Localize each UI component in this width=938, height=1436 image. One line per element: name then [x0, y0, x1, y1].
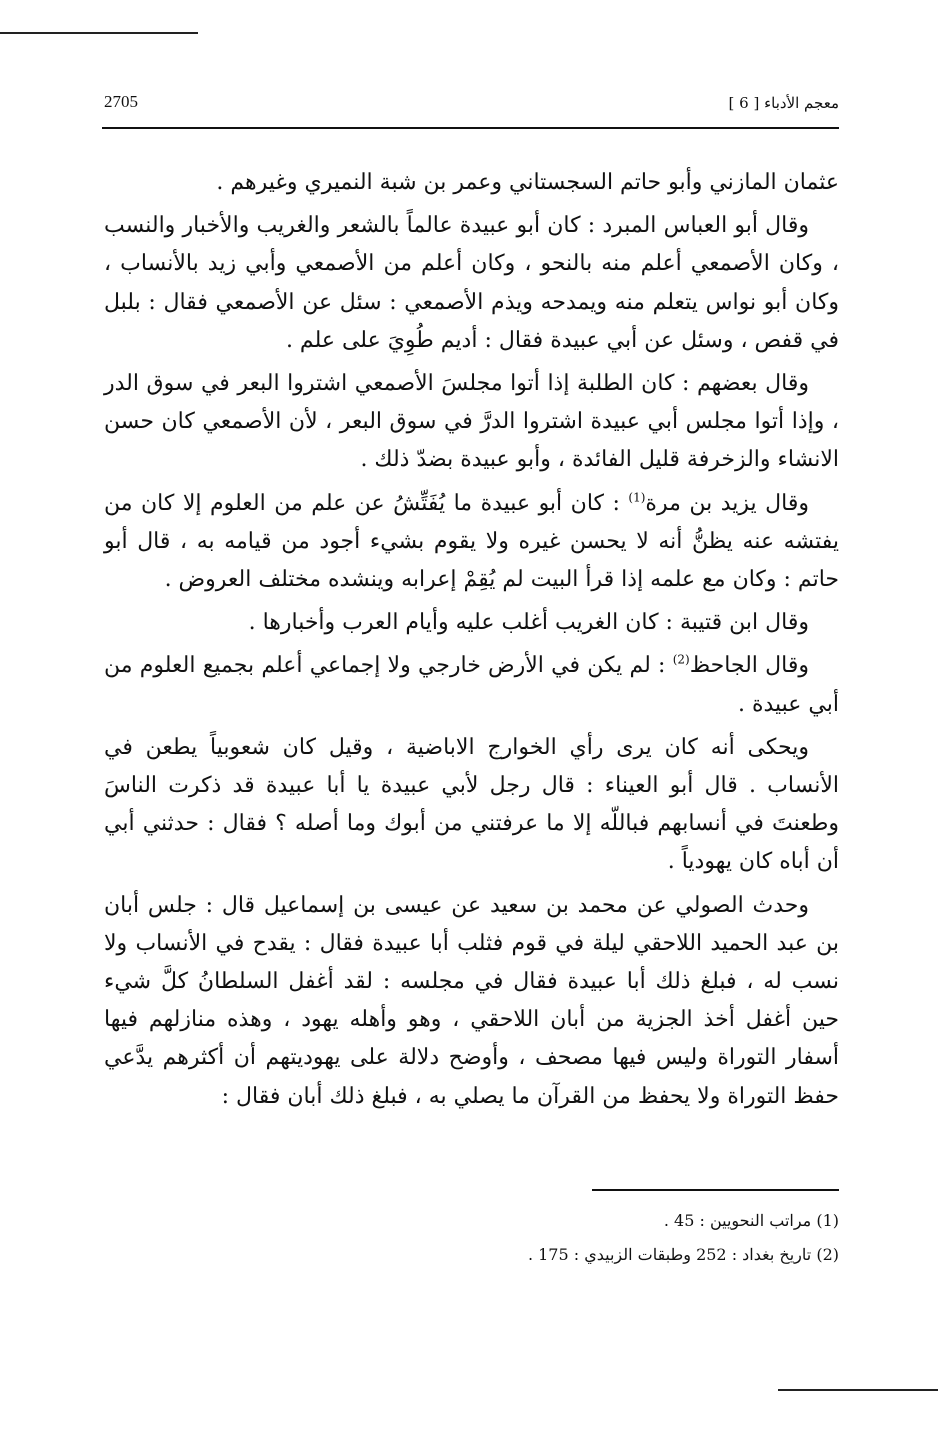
footnote-2: (2) تاريخ بغداد : 252 وطبقات الزبيدي : 175 .	[527, 1245, 839, 1264]
paragraph-8: وحدث الصولي عن محمد بن سعيد عن عيسى بن إسماعيل قال : جلس أبان بن عبد الحميد اللاحقي ليلة في قوم فثلب أبا عبيدة فقال : يقدح في الأنساب ولا نسب له ، فبلغ ذلك أبا عبيدة فقال في مجلسه : لقد أغفل السلطانُ كلَّ شيء حين أغفل أخذ الجزية من أبان اللاحقي ، وهو وأهله يهود ، وهذه منازلهم فيها أسفار التوراة وليس فيها مصحف ، وأوضح دلالة على يهوديتهم أن أكثرهم يدَّعي حفظ التوراة ولا يحفظ من القرآن ما يصلي به ، فبلغ ذلك أبان فقال :	[104, 892, 839, 1109]
paragraph-6-lead: وقال الجاحظ	[689, 653, 809, 679]
paragraph-6	[104, 647, 839, 723]
footnote-rule	[592, 1189, 839, 1191]
paragraph-4-rest: : كان أبو عبيدة ما يُفَتِّشُ عن علم من العلوم إلا كان من يفتشه عنه يظنُّ أنه لا يحسن غيره ولا يقوم بشيء أجود من قيامه به ، قال أبو حاتم : وكان مع علمه إذا قرأ البيت لم يُقِمْ إعرابه وينشده مختلف العروض .	[104, 490, 839, 593]
scan-edge-mark-bottom	[778, 1389, 938, 1391]
footnote-1: (1) مراتب النحويين : 45 .	[663, 1211, 839, 1230]
running-head	[104, 92, 839, 122]
paragraph-6-rest: : لم يكن في الأرض خارجي ولا إجماعي أعلم بجميع العلوم من أبي عبيدة .	[104, 653, 839, 717]
footnotes	[104, 1204, 839, 1272]
scan-edge-mark-top	[0, 32, 198, 34]
paragraph-3: وقال بعضهم : كان الطلبة إذا أتوا مجلسَ الأصمعي اشتروا البعر في سوق الدر ، وإذا أتوا مجلس أبي عبيدة اشتروا الدرَّ في سوق البعر ، لأن الأصمعي كان حسن الانشاء والزخرفة قليل الفائدة ، وأبو عبيدة بضدّ ذلك .	[104, 371, 839, 473]
paragraph-4-lead: وقال يزيد بن مرة	[645, 490, 809, 516]
paragraph-5: وقال ابن قتيبة : كان الغريب أغلب عليه وأيام العرب وأخبارها .	[248, 610, 809, 636]
main-text	[104, 164, 839, 1121]
book-title: معجم الأدباء [ 6 ]	[728, 94, 839, 112]
header-rule	[102, 127, 839, 129]
paragraph-4	[104, 485, 839, 600]
paragraph-2: وقال أبو العباس المبرد : كان أبو عبيدة عالماً بالشعر والغريب والأخبار والنسب ، وكان الأصمعي أعلم منه بالنحو ، وكان أعلم من الأصمعي وأبي زيد بالأنساب ، وكان أبو نواس يتعلم منه ويمدحه ويذم الأصمعي : سئل عن الأصمعي فقال : بلبل في قفص ، وسئل عن أبي عبيدة فقال : أديم طُوِيَ على علم .	[104, 213, 839, 353]
page-number: 2705	[104, 92, 138, 111]
paragraph-7: ويحكى أنه كان يرى رأي الخوارج الاباضية ، وقيل كان شعوبياً يطعن في الأنساب . قال أبو العيناء : قال رجل لأبي عبيدة يا أبا عبيدة قد ذكرت الناسَ وطعنتَ في أنسابهم فباللّه إلا ما عرفتني من أبوك وما أصله ؟ فقال : حدثني أبي أن أباه كان يهودياً .	[104, 734, 839, 875]
footnote-ref-2: (2)	[672, 653, 690, 668]
footnote-ref-1: (1)	[628, 490, 646, 505]
paragraph-1: عثمان المازني وأبو حاتم السجستاني وعمر بن شبة النميري وغيرهم .	[216, 170, 839, 195]
